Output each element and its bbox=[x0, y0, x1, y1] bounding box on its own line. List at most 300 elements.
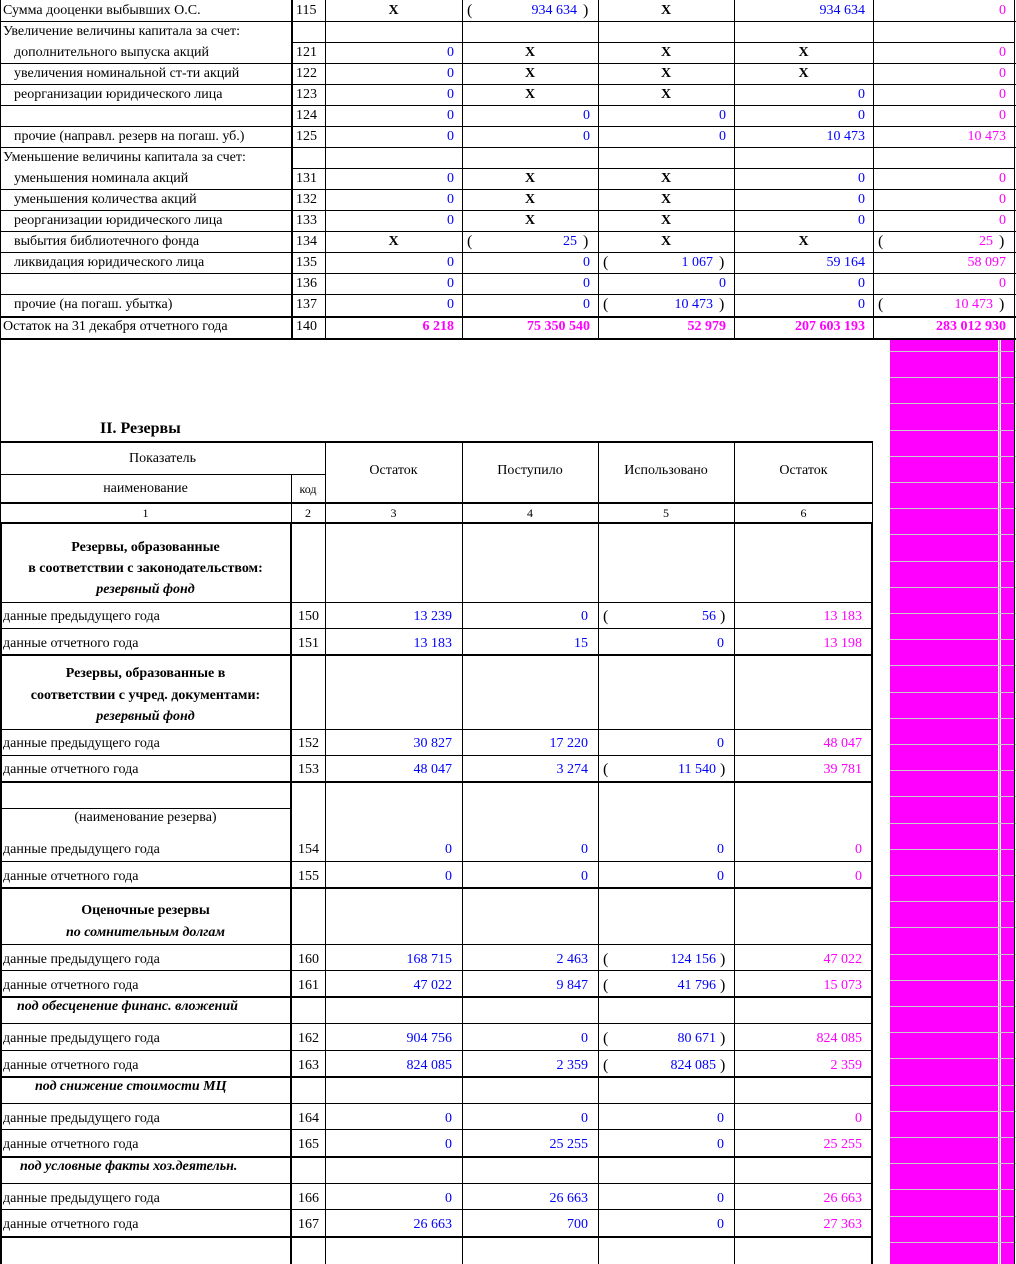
row-code: 122 bbox=[296, 66, 317, 81]
cell-value: 824 085 bbox=[406, 1058, 452, 1073]
cross-mark: X bbox=[524, 171, 536, 186]
column-number: 3 bbox=[390, 506, 397, 520]
row-label: Остаток на 31 декабря отчетного года bbox=[3, 319, 228, 334]
row-code: 134 bbox=[296, 234, 317, 249]
grid-line bbox=[0, 474, 325, 475]
close-paren: ) bbox=[720, 951, 726, 968]
grid-line bbox=[890, 613, 1016, 614]
grid-line bbox=[291, 168, 1014, 169]
grid-line bbox=[0, 338, 1016, 340]
open-paren: ( bbox=[467, 233, 473, 250]
grid-line bbox=[890, 875, 1016, 876]
row-code: 125 bbox=[296, 129, 317, 144]
grid-line bbox=[1014, 338, 1015, 1264]
row-label: уменьшения количества акций bbox=[14, 192, 197, 207]
grid-line bbox=[890, 403, 1016, 404]
grid-line bbox=[1014, 0, 1015, 338]
group-header-g1: в соответствии с законодательством: bbox=[28, 561, 263, 576]
cell-value: 26 663 bbox=[549, 1191, 588, 1206]
open-paren: ( bbox=[467, 2, 473, 19]
cell-value: 0 bbox=[999, 66, 1006, 81]
cross-mark: X bbox=[660, 213, 672, 228]
open-paren: ( bbox=[603, 1030, 609, 1047]
cell-value: 0 bbox=[581, 609, 588, 624]
grid-line bbox=[890, 1216, 1016, 1217]
cell-value: 934 634 bbox=[531, 3, 577, 18]
cell-value: 0 bbox=[581, 1111, 588, 1126]
cell-value: 0 bbox=[999, 108, 1006, 123]
grid-line bbox=[890, 1242, 1016, 1243]
cell-value: 0 bbox=[583, 276, 590, 291]
open-paren: ( bbox=[878, 296, 884, 313]
cell-value: 11 540 bbox=[678, 762, 716, 777]
column-number: 1 bbox=[142, 506, 149, 520]
row-label: прочие (на погаш. убытка) bbox=[14, 297, 173, 312]
close-paren: ) bbox=[720, 1057, 726, 1074]
grid-line bbox=[0, 126, 1016, 127]
row-code: 163 bbox=[298, 1058, 319, 1073]
cell-value: 904 756 bbox=[406, 1031, 452, 1046]
row-label: данные отчетного года bbox=[3, 1058, 139, 1073]
grid-line bbox=[890, 927, 1016, 928]
close-paren: ) bbox=[719, 296, 725, 313]
cell-value: 25 bbox=[979, 234, 993, 249]
row-code: 164 bbox=[298, 1111, 319, 1126]
grid-line bbox=[890, 1189, 1016, 1190]
grid-line bbox=[890, 744, 1016, 745]
group-header-g6: под снижение стоимости МЦ bbox=[35, 1079, 227, 1094]
cell-value: 0 bbox=[855, 1111, 862, 1126]
cell-value: 0 bbox=[445, 842, 452, 857]
cross-mark: X bbox=[660, 171, 672, 186]
cell-value: 0 bbox=[445, 1111, 452, 1126]
cell-value: 48 047 bbox=[823, 736, 862, 751]
row-label: реорганизации юридического лица bbox=[14, 213, 223, 228]
close-paren: ) bbox=[720, 977, 726, 994]
grid-line bbox=[890, 534, 1016, 535]
grid-line bbox=[0, 210, 1016, 211]
section-title: II. Резервы bbox=[100, 420, 181, 437]
cell-value: 52 979 bbox=[687, 319, 726, 334]
grid-line bbox=[890, 456, 1016, 457]
row-label: Сумма дооценки выбывших О.С. bbox=[3, 3, 201, 18]
cell-value: 13 198 bbox=[823, 636, 862, 651]
cell-value: 0 bbox=[447, 129, 454, 144]
row-label: уменьшения номинала акций bbox=[14, 171, 189, 186]
cell-value: 15 073 bbox=[823, 978, 862, 993]
cell-value: 25 bbox=[563, 234, 577, 249]
open-paren: ( bbox=[603, 1057, 609, 1074]
grid-line bbox=[0, 729, 873, 730]
cell-value: 2 359 bbox=[830, 1058, 862, 1073]
cell-value: 0 bbox=[717, 1217, 724, 1232]
cell-value: 13 183 bbox=[413, 636, 452, 651]
grid-line bbox=[890, 482, 1016, 483]
grid-line bbox=[890, 849, 1016, 850]
row-code: 167 bbox=[298, 1217, 319, 1232]
grid-line bbox=[0, 602, 873, 603]
cell-value: 0 bbox=[583, 108, 590, 123]
grid-line bbox=[0, 1076, 873, 1078]
cell-value: 48 047 bbox=[413, 762, 452, 777]
row-code: 124 bbox=[296, 108, 317, 123]
row-label: реорганизации юридического лица bbox=[14, 87, 223, 102]
cell-value: 47 022 bbox=[413, 978, 452, 993]
grid-line bbox=[871, 523, 873, 1264]
open-paren: ( bbox=[603, 951, 609, 968]
cell-value: 0 bbox=[447, 108, 454, 123]
cross-mark: X bbox=[660, 45, 672, 60]
grid-line bbox=[0, 147, 1016, 148]
cell-value: 1 067 bbox=[681, 255, 713, 270]
cell-value: 824 085 bbox=[670, 1058, 716, 1073]
grid-line bbox=[999, 338, 1000, 1264]
header-kod: код bbox=[299, 482, 317, 496]
row-code: 153 bbox=[298, 762, 319, 777]
row-label: данные отчетного года bbox=[3, 1137, 139, 1152]
cell-value: 0 bbox=[717, 636, 724, 651]
grid-line bbox=[890, 1085, 1016, 1086]
grid-line bbox=[0, 1129, 873, 1130]
grid-line bbox=[0, 808, 291, 809]
grid-line bbox=[0, 1023, 873, 1024]
grid-line bbox=[0, 316, 1016, 318]
cell-value: 0 bbox=[858, 213, 865, 228]
cell-value: 207 603 193 bbox=[795, 319, 865, 334]
grid-line bbox=[890, 430, 1016, 431]
cross-mark: X bbox=[524, 66, 536, 81]
cell-value: 0 bbox=[717, 1137, 724, 1152]
cross-mark: X bbox=[524, 87, 536, 102]
cell-value: 10 473 bbox=[674, 297, 713, 312]
row-code: 161 bbox=[298, 978, 319, 993]
cell-value: 75 350 540 bbox=[527, 319, 590, 334]
grid-line bbox=[0, 105, 1016, 106]
cell-value: 824 085 bbox=[816, 1031, 862, 1046]
grid-line bbox=[0, 1209, 873, 1210]
grid-line bbox=[0, 996, 873, 998]
grid-line bbox=[0, 294, 1016, 295]
grid-line bbox=[890, 377, 1016, 378]
cell-value: 0 bbox=[858, 192, 865, 207]
cross-mark: X bbox=[388, 234, 399, 249]
cell-value: 168 715 bbox=[406, 952, 452, 967]
cell-value: 0 bbox=[583, 255, 590, 270]
grid-line bbox=[890, 954, 1016, 955]
row-code: 150 bbox=[298, 609, 319, 624]
grid-line bbox=[0, 273, 1016, 274]
row-code: 123 bbox=[296, 87, 317, 102]
row-label: данные предыдущего года bbox=[3, 1191, 160, 1206]
cell-value: 0 bbox=[999, 171, 1006, 186]
grid-line bbox=[890, 665, 1016, 666]
cell-value: 0 bbox=[717, 1191, 724, 1206]
close-paren: ) bbox=[583, 2, 589, 19]
grid-line bbox=[0, 1103, 873, 1104]
group-header-g1: резервный фонд bbox=[96, 582, 195, 597]
row-label: прочие (направл. резерв на погаш. уб.) bbox=[14, 129, 245, 144]
cell-value: 0 bbox=[447, 213, 454, 228]
cell-value: 25 255 bbox=[549, 1137, 588, 1152]
cell-value: 0 bbox=[581, 842, 588, 857]
cell-value: 0 bbox=[447, 66, 454, 81]
group-header-g4: Оценочные резервы bbox=[81, 903, 210, 918]
cell-value: 0 bbox=[445, 1191, 452, 1206]
grid-line bbox=[890, 639, 1016, 640]
cell-value: 13 239 bbox=[413, 609, 452, 624]
row-code: 131 bbox=[296, 171, 317, 186]
row-code: 152 bbox=[298, 736, 319, 751]
cell-value: 9 847 bbox=[556, 978, 588, 993]
cell-value: 39 781 bbox=[823, 762, 862, 777]
grid-line bbox=[0, 944, 873, 945]
grid-line bbox=[0, 441, 873, 443]
cell-value: 0 bbox=[447, 276, 454, 291]
cell-value: 0 bbox=[583, 297, 590, 312]
cross-mark: X bbox=[660, 234, 672, 249]
cell-value: 58 097 bbox=[967, 255, 1006, 270]
cell-value: 0 bbox=[858, 276, 865, 291]
close-paren: ) bbox=[720, 1030, 726, 1047]
grid-line bbox=[0, 523, 2, 1264]
cross-mark: X bbox=[524, 45, 536, 60]
grid-line bbox=[291, 0, 293, 338]
row-code: 140 bbox=[296, 319, 317, 334]
cell-value: 25 255 bbox=[823, 1137, 862, 1152]
cell-value: 0 bbox=[717, 842, 724, 857]
cell-value: 0 bbox=[583, 129, 590, 144]
row-code: 132 bbox=[296, 192, 317, 207]
header-ostatok-start: Остаток bbox=[369, 463, 418, 478]
grid-line bbox=[890, 1137, 1016, 1138]
grid-line bbox=[0, 628, 873, 629]
row-code: 133 bbox=[296, 213, 317, 228]
group-header-g2: соответствии с учред. документами: bbox=[30, 688, 261, 703]
row-label: увеличения номинальной ст-ти акций bbox=[14, 66, 240, 81]
open-paren: ( bbox=[603, 608, 609, 625]
grid-line bbox=[890, 351, 1016, 352]
cell-value: 2 463 bbox=[556, 952, 588, 967]
cell-value: 10 473 bbox=[967, 129, 1006, 144]
row-label: данные предыдущего года bbox=[3, 952, 160, 967]
row-code: 162 bbox=[298, 1031, 319, 1046]
cell-value: 13 183 bbox=[823, 609, 862, 624]
row-code: 135 bbox=[296, 255, 317, 270]
row-label: Уменьшение величины капитала за счет: bbox=[3, 150, 246, 165]
grid-line bbox=[890, 508, 1016, 509]
cross-mark: X bbox=[660, 66, 672, 81]
grid-line bbox=[0, 21, 1016, 22]
cell-value: 0 bbox=[999, 213, 1006, 228]
cell-value: 30 827 bbox=[413, 736, 452, 751]
cell-value: 0 bbox=[858, 108, 865, 123]
row-label: ликвидация юридического лица bbox=[14, 255, 205, 270]
cell-value: 59 164 bbox=[826, 255, 865, 270]
cell-value: 283 012 930 bbox=[936, 319, 1006, 334]
group-header-g1: Резервы, образованные bbox=[71, 540, 220, 555]
cell-value: 0 bbox=[858, 171, 865, 186]
grid-line bbox=[890, 718, 1016, 719]
grid-line bbox=[890, 770, 1016, 771]
cell-value: 0 bbox=[719, 108, 726, 123]
grid-line bbox=[290, 523, 292, 1264]
close-paren: ) bbox=[720, 761, 726, 778]
cell-value: 0 bbox=[717, 869, 724, 884]
cell-value: 2 359 bbox=[556, 1058, 588, 1073]
row-code: 166 bbox=[298, 1191, 319, 1206]
column-number: 2 bbox=[305, 506, 311, 520]
cell-value: 0 bbox=[719, 276, 726, 291]
cell-value: 47 022 bbox=[823, 952, 862, 967]
cell-value: 10 473 bbox=[826, 129, 865, 144]
row-label: данные предыдущего года bbox=[3, 736, 160, 751]
cell-value: 0 bbox=[999, 87, 1006, 102]
grid-line bbox=[0, 1183, 873, 1184]
cell-value: 3 274 bbox=[556, 762, 588, 777]
row-label: данные отчетного года bbox=[3, 1217, 139, 1232]
grid-line bbox=[0, 755, 873, 756]
grid-line bbox=[890, 1006, 1016, 1007]
row-label: Увеличение величины капитала за счет: bbox=[3, 24, 241, 39]
open-paren: ( bbox=[603, 977, 609, 994]
cell-value: 6 218 bbox=[422, 319, 454, 334]
cell-value: 0 bbox=[445, 869, 452, 884]
highlight-fill bbox=[1001, 338, 1014, 1264]
group-header-g3: (наименование резерва) bbox=[74, 810, 217, 825]
cell-value: 0 bbox=[999, 192, 1006, 207]
header-pokazatel: Показатель bbox=[129, 451, 196, 466]
grid-line bbox=[890, 1111, 1016, 1112]
grid-line bbox=[0, 0, 1, 338]
grid-line bbox=[890, 561, 1016, 562]
header-naimenovanie: наименование bbox=[103, 481, 188, 496]
group-header-g2: Резервы, образованные в bbox=[65, 666, 226, 681]
column-number: 6 bbox=[800, 506, 807, 520]
row-code: 151 bbox=[298, 636, 319, 651]
cell-value: 41 796 bbox=[677, 978, 716, 993]
row-label: дополнительного выпуска акций bbox=[14, 45, 210, 60]
grid-line bbox=[0, 189, 1016, 190]
header-postupilo: Поступило bbox=[497, 463, 563, 478]
cell-value: 17 220 bbox=[549, 736, 588, 751]
grid-line bbox=[0, 252, 1016, 253]
grid-line bbox=[0, 84, 1016, 85]
cell-value: 27 363 bbox=[823, 1217, 862, 1232]
grid-line bbox=[0, 887, 873, 889]
cell-value: 0 bbox=[447, 192, 454, 207]
row-code: 137 bbox=[296, 297, 317, 312]
grid-line bbox=[890, 823, 1016, 824]
cell-value: 0 bbox=[447, 87, 454, 102]
close-paren: ) bbox=[719, 254, 725, 271]
cross-mark: X bbox=[524, 213, 536, 228]
row-code: 136 bbox=[296, 276, 317, 291]
row-label: данные предыдущего года bbox=[3, 609, 160, 624]
cell-value: 0 bbox=[855, 869, 862, 884]
cross-mark: X bbox=[660, 192, 672, 207]
cross-mark: X bbox=[524, 192, 536, 207]
row-code: 115 bbox=[296, 3, 317, 18]
group-header-g2: резервный фонд bbox=[96, 709, 195, 724]
cell-value: 0 bbox=[858, 87, 865, 102]
grid-line bbox=[0, 63, 1016, 64]
open-paren: ( bbox=[603, 296, 609, 313]
row-label: выбытия библиотечного фонда bbox=[14, 234, 200, 249]
grid-line bbox=[0, 654, 873, 656]
row-code: 154 bbox=[298, 842, 319, 857]
cell-value: 80 671 bbox=[677, 1031, 716, 1046]
cross-mark: X bbox=[388, 3, 399, 18]
cell-value: 0 bbox=[447, 171, 454, 186]
cell-value: 0 bbox=[999, 45, 1006, 60]
cell-value: 0 bbox=[581, 1031, 588, 1046]
cross-mark: X bbox=[798, 234, 809, 249]
row-label: данные отчетного года bbox=[3, 978, 139, 993]
close-paren: ) bbox=[999, 296, 1005, 313]
grid-line bbox=[890, 980, 1016, 981]
group-header-g7: под условные факты хоз.деятельн. bbox=[20, 1159, 238, 1174]
grid-line bbox=[0, 1050, 873, 1051]
cell-value: 0 bbox=[858, 297, 865, 312]
open-paren: ( bbox=[603, 761, 609, 778]
cell-value: 0 bbox=[447, 297, 454, 312]
grid-line bbox=[291, 42, 1014, 43]
grid-line bbox=[0, 231, 1016, 232]
grid-line bbox=[890, 1163, 1016, 1164]
cell-value: 700 bbox=[567, 1217, 588, 1232]
grid-line bbox=[0, 502, 873, 504]
close-paren: ) bbox=[720, 608, 726, 625]
header-ostatok-end: Остаток bbox=[779, 463, 828, 478]
highlight-fill bbox=[890, 338, 998, 1264]
row-label: данные предыдущего года bbox=[3, 1031, 160, 1046]
cell-value: 26 663 bbox=[823, 1191, 862, 1206]
grid-line bbox=[890, 901, 1016, 902]
row-label: данные предыдущего года bbox=[3, 1111, 160, 1126]
cell-value: 124 156 bbox=[670, 952, 716, 967]
cell-value: 0 bbox=[445, 1137, 452, 1152]
group-header-g4: по сомнительным долгам bbox=[65, 925, 226, 940]
row-code: 165 bbox=[298, 1137, 319, 1152]
cell-value: 0 bbox=[447, 45, 454, 60]
grid-line bbox=[890, 587, 1016, 588]
grid-line bbox=[890, 1058, 1016, 1059]
cross-mark: X bbox=[660, 87, 672, 102]
cell-value: 0 bbox=[719, 129, 726, 144]
grid-line bbox=[890, 692, 1016, 693]
cell-value: 26 663 bbox=[413, 1217, 452, 1232]
grid-line bbox=[0, 781, 873, 783]
open-paren: ( bbox=[878, 233, 884, 250]
grid-line bbox=[0, 1236, 873, 1238]
row-label: данные отчетного года bbox=[3, 869, 139, 884]
cross-mark: X bbox=[798, 66, 809, 81]
cross-mark: X bbox=[660, 3, 672, 18]
grid-line bbox=[0, 522, 873, 524]
row-code: 121 bbox=[296, 45, 317, 60]
grid-line bbox=[890, 796, 1016, 797]
row-code: 160 bbox=[298, 952, 319, 967]
grid-line bbox=[0, 861, 873, 862]
cell-value: 10 473 bbox=[954, 297, 993, 312]
header-ispolzovano: Использовано bbox=[624, 463, 708, 478]
cell-value: 0 bbox=[447, 255, 454, 270]
grid-line bbox=[0, 1156, 873, 1158]
close-paren: ) bbox=[583, 233, 589, 250]
row-label: данные отчетного года bbox=[3, 762, 139, 777]
cell-value: 934 634 bbox=[819, 3, 865, 18]
cell-value: 0 bbox=[855, 842, 862, 857]
